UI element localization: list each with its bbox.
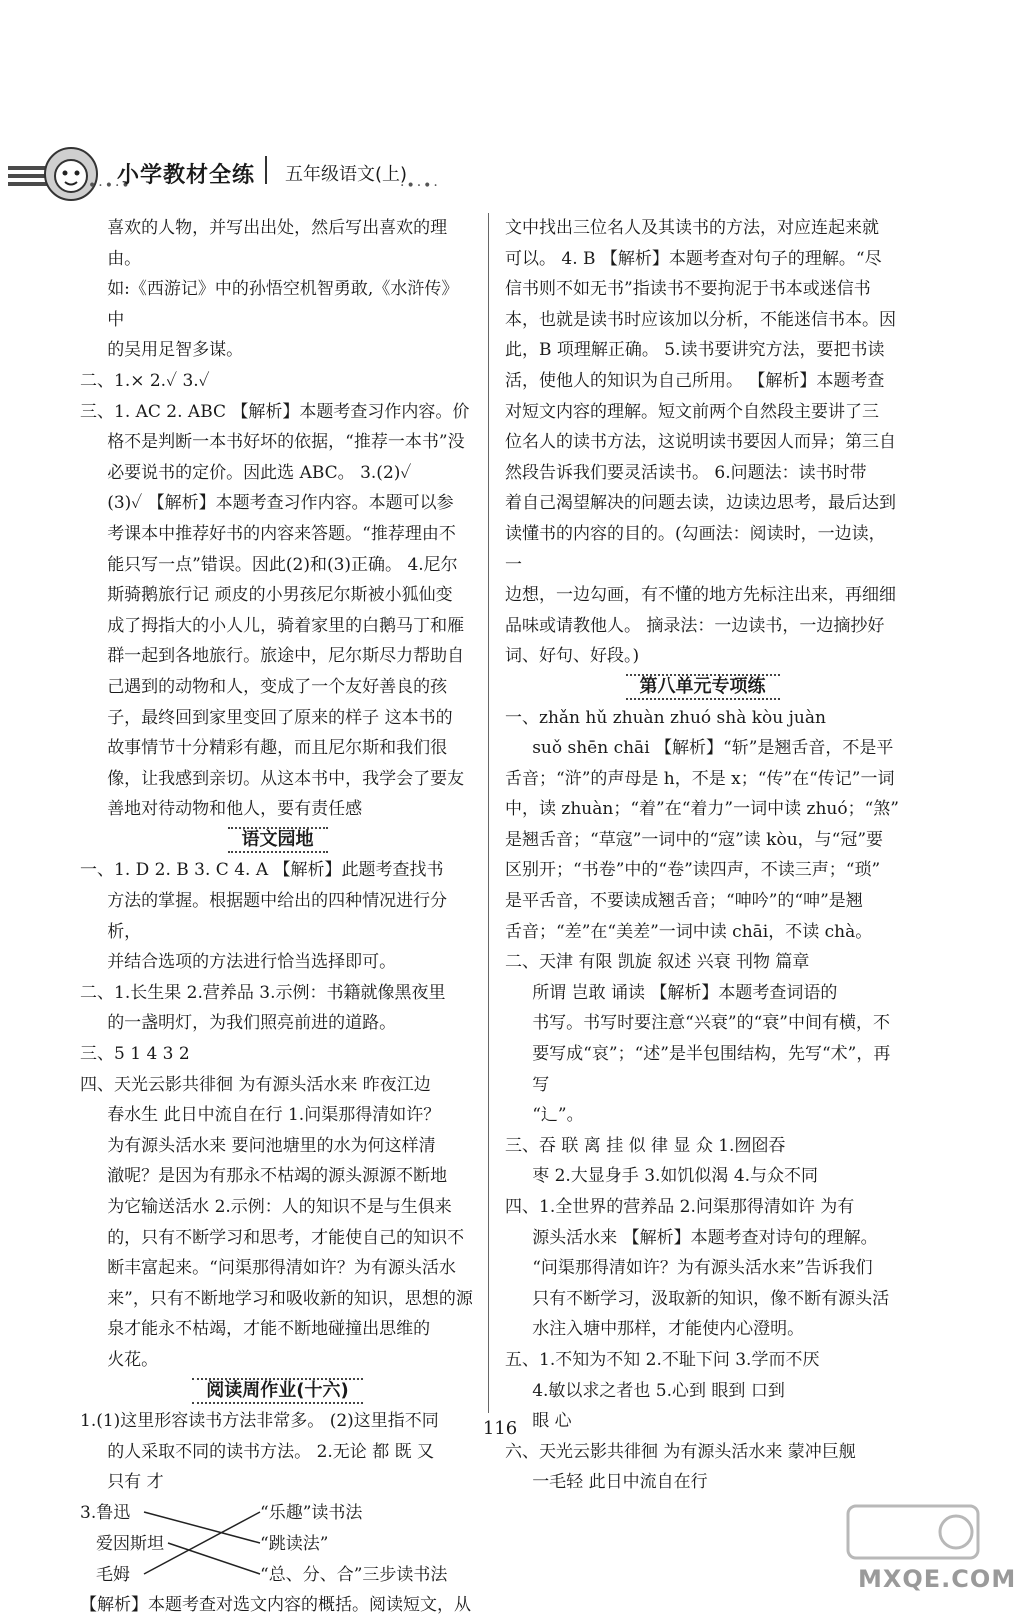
text-line: 一、1. D 2. B 3. C 4. A 【解析】此题考查找书 [80, 860, 444, 881]
text-line: 春水生 此日中流自在行 1.问渠那得清如许？ [107, 1105, 441, 1126]
text-line: 可以。 4. B 【解析】本题考查对句子的理解。“尽 [505, 248, 882, 269]
left-column [80, 213, 475, 1621]
text-line: 子，最终回到家里变回了原来的样子 这本书的 [107, 707, 453, 728]
text-line: 词、好句、好段。) [505, 646, 640, 667]
watermark-text: MXQE.COM [858, 1565, 1016, 1593]
text-line: 位名人的读书方法，这说明读书要因人而异；第三自 [505, 432, 896, 453]
match-prefix: 3. [80, 1502, 97, 1523]
text-line: (3)✓ 【解析】本题考查习作内容。本题可以参 [107, 493, 454, 514]
text-line: 二、1.× 2.✓ 3.✓ [80, 370, 210, 391]
text-line: 品味或请教他人。 摘录法：一边读书，一边摘抄好 [505, 615, 885, 636]
grade-subject: 五年级语文(上) [285, 164, 408, 185]
section-heading-yuwen-yuandi [80, 825, 475, 856]
text-line: 二、天津 有限 凯旋 叙述 兴衰 刊物 篇章 [505, 952, 810, 973]
text-line: 三、吞 联 离 挂 似 律 显 众 1.囫囵吞 [505, 1135, 786, 1156]
text-line: 是平舌音，不要读成翘舌音；“呻吟”的“呻”是翘 [505, 891, 863, 912]
text-line: 的吴用足智多谋。 [107, 340, 244, 361]
text-line: 己遇到的动物和人，变成了一个友好善良的孩 [107, 676, 448, 697]
text-line: 群一起到各地旅行。旅途中，尼尔斯尽力帮助自 [107, 646, 465, 667]
match-left-2: 爱因斯坦 [96, 1533, 164, 1554]
section-heading-text: 第八单元专项练 [626, 674, 780, 700]
text-line: 区别开；“书卷”中的“卷”读四声，不读三声；“琐” [505, 860, 881, 881]
text-line: 中，读 zhuàn；“着”在“着力”一词中读 zhuó；“煞” [505, 799, 899, 820]
text-line: 信书则不如无书”指读书不要拘泥于书本或迷信书 [505, 279, 871, 300]
text-line: 活，使他人的知识为自己所用。 【解析】本题考查 [505, 370, 885, 391]
text-line: 如:《西游记》中的孙悟空机智勇敢,《水浒传》中 [107, 279, 459, 330]
text-line: 考课本中推荐好书的内容来答题。“推荐理由不 [107, 523, 456, 544]
text-line: “问渠那得清如许？为有源头活水来”告诉我们 [532, 1258, 873, 1279]
match-right-1: “乐趣”读书法 [260, 1502, 363, 1523]
text-line: 是翘舌音；“草寇”一词中的“寇”读 kòu，与“冠”要 [505, 829, 884, 850]
text-line: 成了拇指大的小人儿，骑着家里的白鹅马丁和雁 [107, 615, 465, 636]
text-line: 的一盏明灯，为我们照亮前进的道路。 [107, 1013, 397, 1034]
match-right-3: “总、分、合”三步读书法 [260, 1564, 448, 1585]
text-line: 能只写一点”错误。因此(2)和(3)正确。 4.尼尔 [107, 554, 458, 575]
text-line: 【解析】本题考查对选文内容的概括。阅读短文，从 [80, 1594, 471, 1615]
text-line: 三、1. AC 2. ABC 【解析】本题考查习作内容。价 [80, 401, 470, 422]
header-dots-right: ·•·•· [400, 178, 440, 194]
text-line: 格不是判断一本书好坏的依据，“推荐一本书”没 [107, 432, 465, 453]
header-separator [265, 156, 267, 184]
text-line: 读懂书的内容的目的。(勾画法：阅读时，一边读，一 [505, 523, 886, 575]
text-line: 四、天光云影共徘徊 为有源头活水来 昨夜江边 [80, 1074, 431, 1095]
text-line: 此，B 项理解正确。 5.读书要讲究方法，要把书读 [505, 340, 885, 361]
text-line: 必要说书的定价。因此选 ABC。 3.(2)✓ [107, 462, 412, 483]
header-dots-left: •·•·• [88, 178, 132, 194]
text-line: 六、天光云影共徘徊 为有源头活水来 蒙冲巨舰 [505, 1441, 856, 1462]
lion-mascot-icon [36, 142, 106, 204]
text-line: “辶”。 [532, 1105, 584, 1126]
match-name: 鲁迅 [96, 1502, 131, 1523]
text-line: 二、1.长生果 2.营养品 3.示例：书籍就像黑夜里 [80, 982, 446, 1003]
right-column [505, 213, 900, 1498]
text-line: 只有不断学习，汲取新的知识，像不断有源头活 [532, 1288, 890, 1309]
text-line: 断丰富起来。“问渠那得清如许？为有源头活水 [107, 1258, 456, 1279]
text-line: 一、zhǎn hǔ zhuàn zhuó shà kòu juàn [505, 707, 826, 728]
text-line: 像，让我感到亲切。从这本书中，我学会了要友 [107, 768, 465, 789]
text-line: 故事情节十分精彩有趣，而且尼尔斯和我们很 [107, 738, 448, 759]
text-line: 水注入塘中那样，才能使内心澄明。 [532, 1319, 805, 1340]
text-line: 泉才能永不枯竭，才能不断地碰撞出思维的 [107, 1319, 431, 1340]
text-line: 来”，只有不断地学习和吸收新的知识，思想的源 [107, 1288, 473, 1309]
text-line: 然段告诉我们要灵活读书。 6.问题法：读书时带 [505, 462, 867, 483]
section-heading-text: 阅读周作业(十六) [192, 1378, 362, 1404]
text-line: 眼 心 [532, 1411, 572, 1432]
text-line: 喜欢的人物，并写出出处，然后写出喜欢的理由。 [107, 218, 448, 269]
text-line: 澈呢？是因为有那永不枯竭的源头源源不断地 [107, 1166, 448, 1187]
section-heading-text: 语文园地 [228, 827, 328, 853]
text-line: 4.敏以求之者也 5.心到 眼到 口到 [532, 1380, 785, 1401]
matching-exercise [80, 1498, 475, 1590]
match-left-3: 毛姆 [96, 1564, 130, 1585]
match-right-2: “跳读法” [260, 1533, 329, 1554]
text-line: 书写。书写时要注意“兴衰”的“衰”中间有横，不 [532, 1013, 890, 1034]
text-line: 本，也就是读书时应该加以分析，不能迷信书本。因 [505, 309, 896, 330]
text-line: 为它输送活水 2.示例：人的知识不是与生俱来 [107, 1197, 452, 1217]
text-line: 1.(1)这里形容读书方法非常多。 (2)这里指不同 [80, 1411, 439, 1432]
match-left-1 [80, 1498, 130, 1529]
text-line: 一毛轻 此日中流自在行 [532, 1472, 708, 1493]
text-line: 对短文内容的理解。短文前两个自然段主要讲了三 [505, 401, 879, 422]
text-line: 枣 2.大显身手 3.如饥似渴 4.与众不同 [532, 1166, 819, 1187]
text-line: 火花。 [107, 1349, 159, 1370]
text-line: 所谓 岂敢 诵读 【解析】本题考查词语的 [532, 982, 838, 1003]
text-line: 文中找出三位名人及其读书的方法，对应连起来就 [505, 218, 879, 238]
match-line-einstein [168, 1543, 260, 1574]
text-line: 善地对待动物和他人，要有责任感 [107, 799, 363, 820]
text-line: 四、1.全世界的营养品 2.问渠那得清如许 为有 [505, 1197, 855, 1217]
text-line: 斯骑鹅旅行记 顽皮的小男孩尼尔斯被小狐仙变 [107, 585, 453, 606]
text-line: 着自己渴望解决的问题去读，边读边思考，最后达到 [505, 493, 896, 514]
text-line: 三、5 1 4 3 2 [80, 1044, 190, 1065]
text-line: suǒ shēn chāi 【解析】“斩”是翘舌音，不是平 [532, 738, 894, 759]
section-heading-reading-homework [80, 1376, 475, 1407]
text-line: 源头活水来 【解析】本题考查对诗句的理解。 [532, 1227, 878, 1248]
text-line: 要写成“哀”；“述”是半包围结构，先写“术”，再写 [532, 1044, 891, 1095]
text-line: 方法的掌握。根据题中给出的四种情况进行分析， [107, 891, 448, 942]
brand-title: 小学教材全练 [117, 163, 256, 188]
text-line: 为有源头活水来 要问池塘里的水为何这样清 [107, 1135, 436, 1156]
text-line: 并结合选项的方法进行恰当选择即可。 [107, 952, 397, 973]
text-line: 只有 才 [107, 1472, 164, 1493]
column-divider [488, 213, 489, 1413]
page-header [0, 140, 1000, 210]
page-number: 116 [482, 1418, 518, 1439]
section-heading-unit8 [505, 672, 900, 703]
text-line: 的，只有不断学习和思考，才能使自己的知识不 [107, 1227, 465, 1248]
text-line: 边想，一边勾画，有不懂的地方先标注出来，再细细 [505, 585, 896, 606]
text-line: 五、1.不知为不知 2.不耻下问 3.学而不厌 [505, 1349, 820, 1370]
text-line: 舌音；“差”在“美差”一词中读 chāi，不读 chà。 [505, 921, 873, 942]
text-line: 舌音；“浒”的声母是 h，不是 x；“传”在“传记”一词 [505, 768, 895, 789]
text-line: 的人采取不同的读书方法。 2.无论 都 既 又 [107, 1441, 435, 1462]
